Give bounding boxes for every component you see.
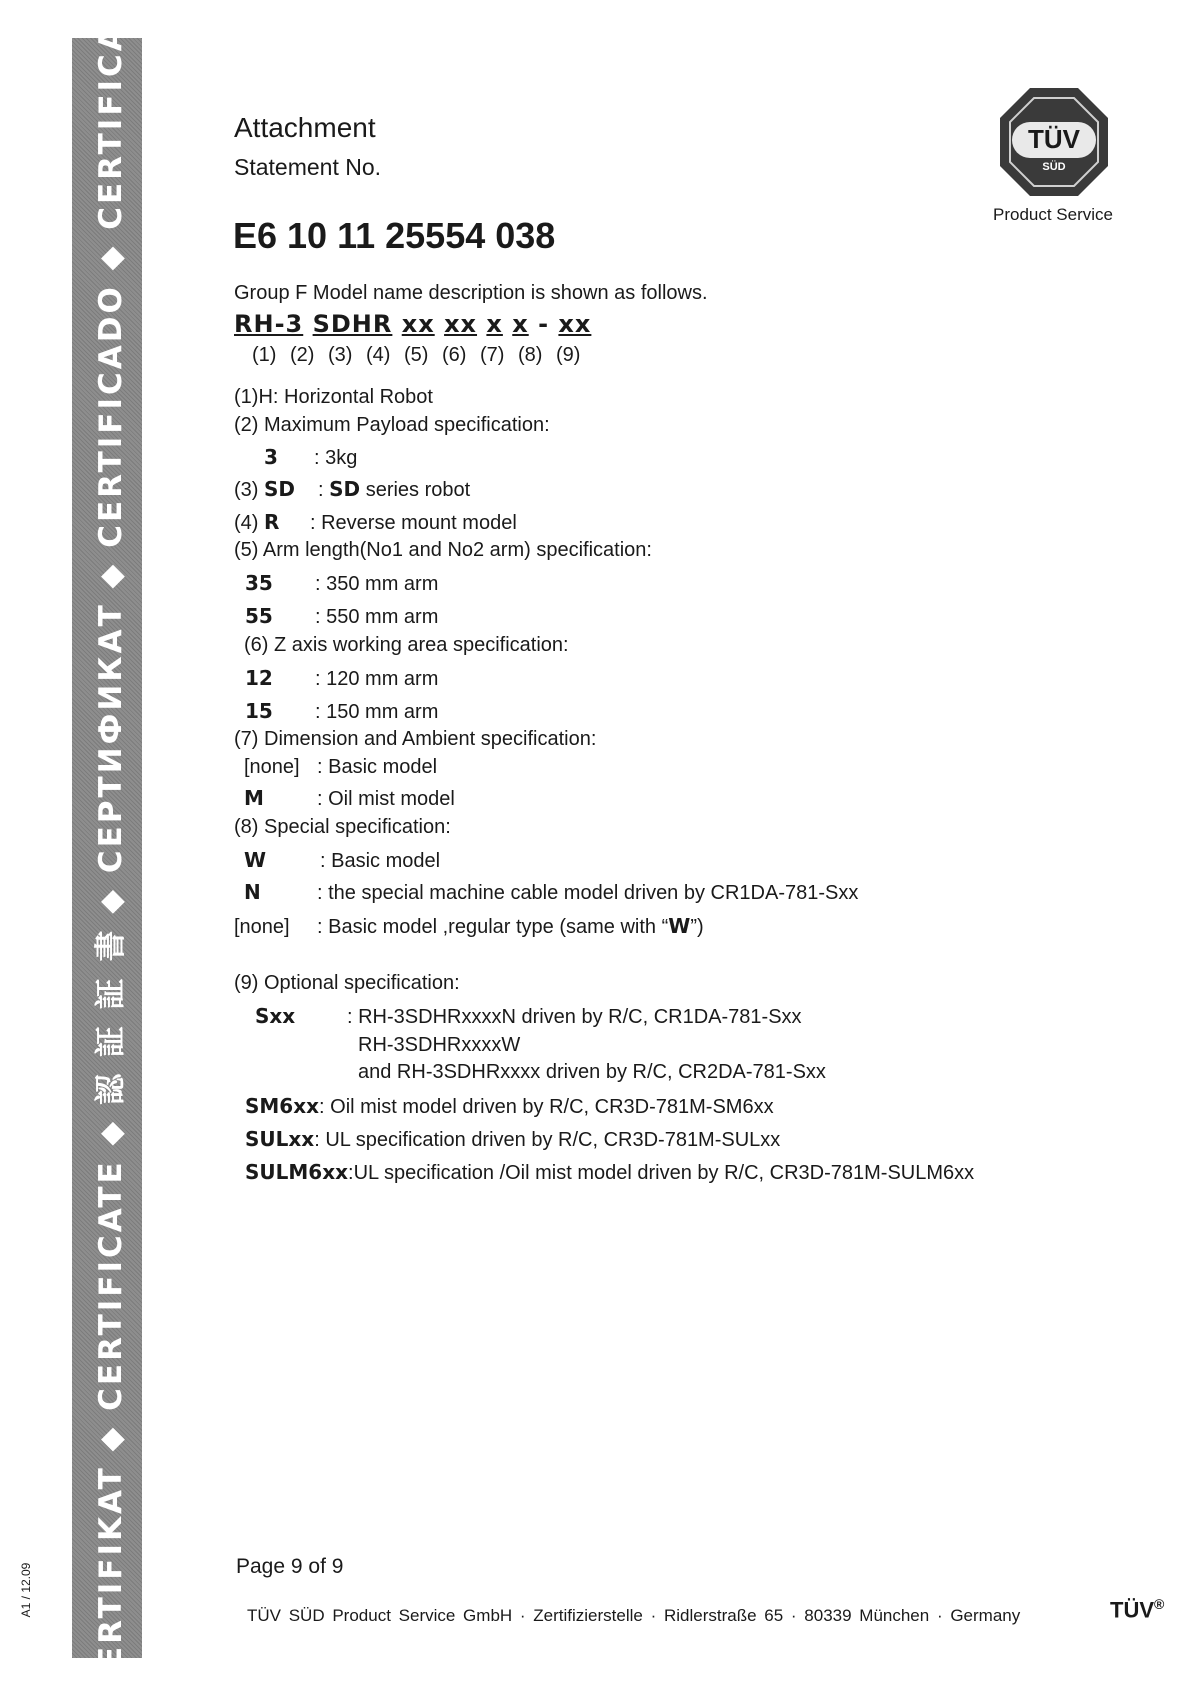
sul-desc: : UL specification driven by R/C, CR3D-781M-SULxx — [314, 1129, 781, 1151]
sxx-line3: and RH-3SDHRxxxx driven by R/C, CR2DA-781-Sxx — [358, 1061, 826, 1083]
form-code: A1 / 12.09 — [19, 1562, 33, 1618]
sidebar-text: ZERTIFIKAT ◆ CERTIFICATE ◆ 認 証 証 書 ◆ СЕРТИФИКАТ ◆ CERTIFICADO ◆ CERTIFICAT — [92, 2, 129, 1694]
sxx-line1: : RH-3SDHRxxxxN driven by R/C, CR1DA-781-Sxx — [347, 1006, 802, 1028]
special-none-code: [none] — [234, 916, 290, 938]
sxx-row — [255, 1004, 802, 1029]
statement-number: E6 10 11 25554 038 — [233, 215, 556, 256]
special-code: W — [244, 848, 267, 872]
z-heading: (6) Z axis working area specification: — [244, 634, 569, 656]
z-desc: : 120 mm arm — [315, 668, 439, 690]
dim-desc: : Basic model — [317, 756, 438, 778]
payload-row — [264, 445, 357, 470]
arm-code: 35 — [245, 571, 273, 595]
dim-row — [244, 786, 455, 811]
model-code-part: SDHR — [312, 310, 393, 338]
sulm6-desc: :UL specification /Oil mist model driven by R/C, CR3D-781M-SULM6xx — [348, 1162, 975, 1184]
footer-address: TÜV SÜD Product Service GmbH · Zertifizierstelle · Ridlerstraße 65 · 80339 München · Germany — [247, 1606, 1021, 1625]
special-row — [244, 880, 858, 905]
optional-heading: (9) Optional specification: — [234, 972, 460, 994]
model-code-part: RH-3 — [234, 310, 304, 338]
arm-desc: : 350 mm arm — [315, 573, 439, 595]
logo-caption: Product Service — [993, 205, 1113, 224]
z-code: 15 — [245, 699, 273, 723]
special-heading: (8) Special specification: — [234, 816, 451, 838]
dim-code: M — [244, 786, 264, 810]
model-code — [234, 310, 591, 338]
z-code: 12 — [245, 666, 273, 690]
special-row — [244, 848, 440, 873]
r-row — [234, 510, 517, 535]
arm-desc: : 550 mm arm — [315, 606, 439, 628]
dim-heading: (7) Dimension and Ambient specification: — [234, 728, 597, 750]
logo-sub-text: SÜD — [1042, 161, 1066, 173]
special-code: N — [244, 880, 261, 904]
attachment-title: Attachment — [234, 112, 376, 143]
statement-label: Statement No. — [234, 154, 382, 180]
sulm6-row — [245, 1160, 974, 1185]
sd-prefix: (3) — [234, 479, 264, 501]
sd-row — [234, 477, 470, 502]
z-row — [245, 699, 438, 724]
arm-row — [245, 604, 438, 629]
position-numbers: (1) (2) (3) (4) (5) (6) (7) (8) (9) — [252, 344, 581, 366]
intro-text: Group F Model name description is shown as follows. — [234, 282, 708, 304]
model-code-part: x — [512, 310, 529, 338]
sul-code: SULxx — [245, 1127, 315, 1151]
dim-code: [none] — [244, 756, 300, 778]
sxx-code: Sxx — [255, 1004, 296, 1028]
payload-desc: : 3kg — [314, 447, 358, 469]
footer-tuv-mark — [1110, 1596, 1164, 1623]
tuv-logo — [996, 84, 1112, 200]
payload-code: 3 — [264, 445, 278, 469]
spec-line-h: (1)H: Horizontal Robot — [234, 386, 433, 408]
r-desc: : Reverse mount model — [310, 512, 517, 534]
sd-code: SD — [264, 477, 296, 501]
model-code-part: xx — [558, 310, 592, 338]
model-code-part: xx — [444, 310, 478, 338]
z-row — [245, 666, 438, 691]
arm-code: 55 — [245, 604, 273, 628]
model-code-part: x — [486, 310, 503, 338]
sm6-code: SM6xx — [245, 1094, 320, 1118]
z-desc: : 150 mm arm — [315, 701, 439, 723]
model-code-part: xx — [401, 310, 435, 338]
sul-row — [245, 1127, 780, 1152]
special-none-desc: : Basic model ,regular type (same with “ — [317, 916, 669, 938]
logo-main-text: TÜV — [1028, 124, 1080, 154]
special-desc: : the special machine cable model driven by CR1DA-781-Sxx — [317, 882, 859, 904]
r-code: R — [264, 510, 280, 534]
dim-desc: : Oil mist model — [317, 788, 455, 810]
footer-mark-registered: ® — [1154, 1596, 1165, 1612]
sd-rest: series robot — [360, 479, 471, 501]
special-none-row — [234, 914, 704, 939]
sm6-desc: : Oil mist model driven by R/C, CR3D-781M-SM6xx — [319, 1096, 774, 1118]
page-number: Page 9 of 9 — [236, 1555, 344, 1578]
footer-mark-text: TÜV — [1110, 1597, 1154, 1623]
special-none-end: ”) — [690, 916, 704, 938]
arm-row — [245, 571, 438, 596]
sxx-line2: RH-3SDHRxxxxW — [358, 1034, 521, 1056]
arm-heading: (5) Arm length(No1 and No2 arm) specification: — [234, 539, 652, 561]
special-desc: : Basic model — [320, 850, 441, 872]
sulm6-code: SULM6xx — [245, 1160, 349, 1184]
payload-heading: (2) Maximum Payload specification: — [234, 414, 550, 436]
sm6-row — [245, 1094, 774, 1119]
sd-colon: : — [318, 479, 330, 501]
special-none-bold: W — [668, 914, 691, 938]
certificate-sidebar-band — [72, 2, 142, 1694]
dim-row — [244, 756, 437, 779]
r-prefix: (4) — [234, 512, 264, 534]
model-code-separator: - — [538, 310, 550, 338]
sd-bold: SD — [329, 477, 361, 501]
